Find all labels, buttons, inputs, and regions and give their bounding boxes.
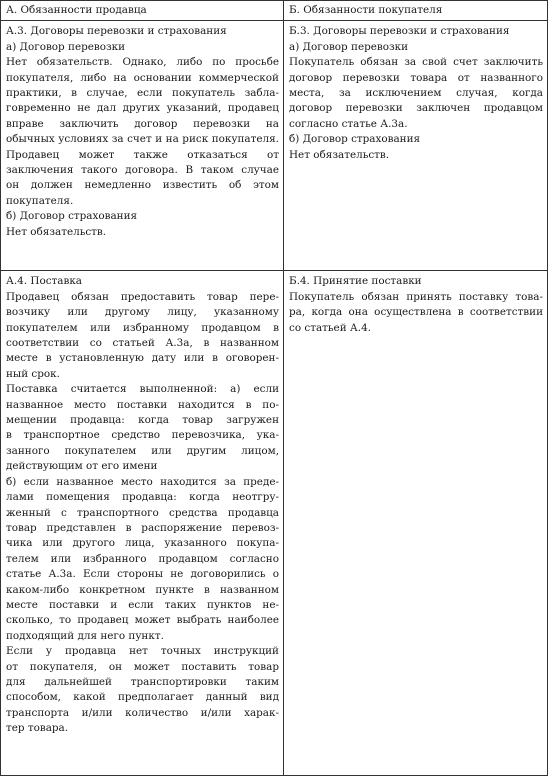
- text-line: согласно статье А.3а.: [289, 117, 408, 130]
- text-line: месте в установленную дату или в оговорен-: [6, 352, 279, 365]
- seller-column-header: А. Обязанности продавца: [1, 1, 284, 21]
- text-line: от покупателя, он может поставить товар: [6, 660, 279, 673]
- text-line: Если у продавца нет точных инструкций: [6, 645, 279, 658]
- text-line: способом, какой предполагает данный вид: [6, 691, 279, 704]
- text-line: телем или избранного продавцом согласно: [6, 552, 279, 565]
- text-line: тер товара.: [6, 722, 69, 735]
- text-line: вправе заключить договор перевозки на: [6, 117, 279, 130]
- cell-a4: [1, 271, 284, 776]
- cell-a3: [1, 21, 284, 271]
- text-line: Нет обязательств.: [289, 148, 390, 161]
- text-line: практики, в случае, если покупатель забла-: [6, 87, 279, 100]
- table-header-row: [1, 1, 548, 21]
- text-line: транспорта и/или количество и/или харак-: [6, 706, 279, 719]
- a3-subheading-carriage: а) Договор перевозки: [6, 40, 126, 53]
- text-line: возчику или другому лицу, указанному: [6, 306, 279, 319]
- text-line: действующим от его имени: [6, 460, 158, 473]
- text-line: соответствии со статьей А.3а, в названном: [6, 337, 279, 350]
- text-line: товар представлен в распоряжение перевоз-: [6, 521, 279, 534]
- table-row: [1, 21, 548, 271]
- text-line: он должен немедленно известить об этом: [6, 179, 279, 192]
- a3-subheading-insurance: б) Договор страхования: [6, 210, 138, 223]
- a4-heading: А.4. Поставка: [6, 275, 83, 288]
- text-line: занного покупателем или другим лицом,: [6, 444, 279, 457]
- text-line: сколько, то продавец может выбрать наиболее: [6, 614, 279, 627]
- b3-heading: Б.3. Договоры перевозки и страхования: [289, 25, 510, 38]
- text-line: лами помещения продавца: когда неотгру-: [6, 491, 279, 504]
- text-line: Продавец может также отказаться от: [6, 148, 279, 161]
- text-line: места, за исключением случая, когда: [289, 87, 543, 100]
- text-line: названное место поставки находится в по-: [6, 398, 279, 411]
- a3-heading: А.3. Договоры перевозки и страхования: [6, 25, 227, 38]
- cell-b3: [284, 21, 548, 271]
- buyer-column-header: Б. Обязанности покупателя: [284, 1, 548, 21]
- text-line: ный срок.: [6, 367, 60, 380]
- b3-subheading-carriage: а) Договор перевозки: [289, 40, 409, 53]
- text-line: в транспортное средство перевозчика, ука-: [6, 429, 279, 442]
- text-line: ра, когда она осуществлена в соответствии: [289, 306, 543, 319]
- text-line: Нет обязательств.: [6, 225, 107, 238]
- text-line: заключения такого договора. В таком случае: [6, 164, 279, 177]
- text-line: покупателя, либо на основании коммерческой: [6, 71, 279, 84]
- text-line: говременно не дал других указаний, продавец: [6, 102, 279, 115]
- text-line: чика или другого лица, указанного покупа-: [6, 537, 279, 550]
- text-line: подходящий для него пункт.: [6, 629, 164, 642]
- text-line: покупателя.: [6, 194, 74, 207]
- text-line: женный с транспортного средства продавца: [6, 506, 279, 519]
- text-line: мещении продавца: когда товар загружен: [6, 414, 279, 427]
- text-line: со статьей А.4.: [289, 321, 372, 334]
- b4-heading: Б.4. Принятие поставки: [289, 275, 422, 288]
- text-line: б) если названное место находится за преде-: [6, 475, 279, 488]
- text-line: Продавец обязан предоставить товар пере-: [6, 290, 279, 303]
- text-line: Поставка считается выполненной: а) если: [6, 383, 279, 396]
- text-line: договор перевозки товара от названного: [289, 71, 543, 84]
- text-line: обычных условиях за счет и на риск покупателя.: [6, 133, 279, 146]
- table-row: [1, 271, 548, 776]
- text-line: статье А.3а. Если стороны не договорились о: [6, 568, 279, 581]
- cell-b4: [284, 271, 548, 776]
- text-line: Покупатель обязан принять поставку това-: [289, 290, 543, 303]
- text-line: для дальнейшей транспортировки таким: [6, 675, 279, 688]
- text-line: договор перевозки заключен продавцом: [289, 102, 543, 115]
- text-line: месте поставки и если таких пунктов не-: [6, 598, 279, 611]
- b3-subheading-insurance: б) Договор страхования: [289, 133, 421, 146]
- text-line: Покупатель обязан за свой счет заключить: [289, 56, 543, 69]
- text-line: Нет обязательств. Однако, либо по просьбе: [6, 56, 279, 69]
- text-line: каком-либо конкретном пункте в названном: [6, 583, 279, 596]
- text-line: покупателем или избранному продавцом в: [6, 321, 279, 334]
